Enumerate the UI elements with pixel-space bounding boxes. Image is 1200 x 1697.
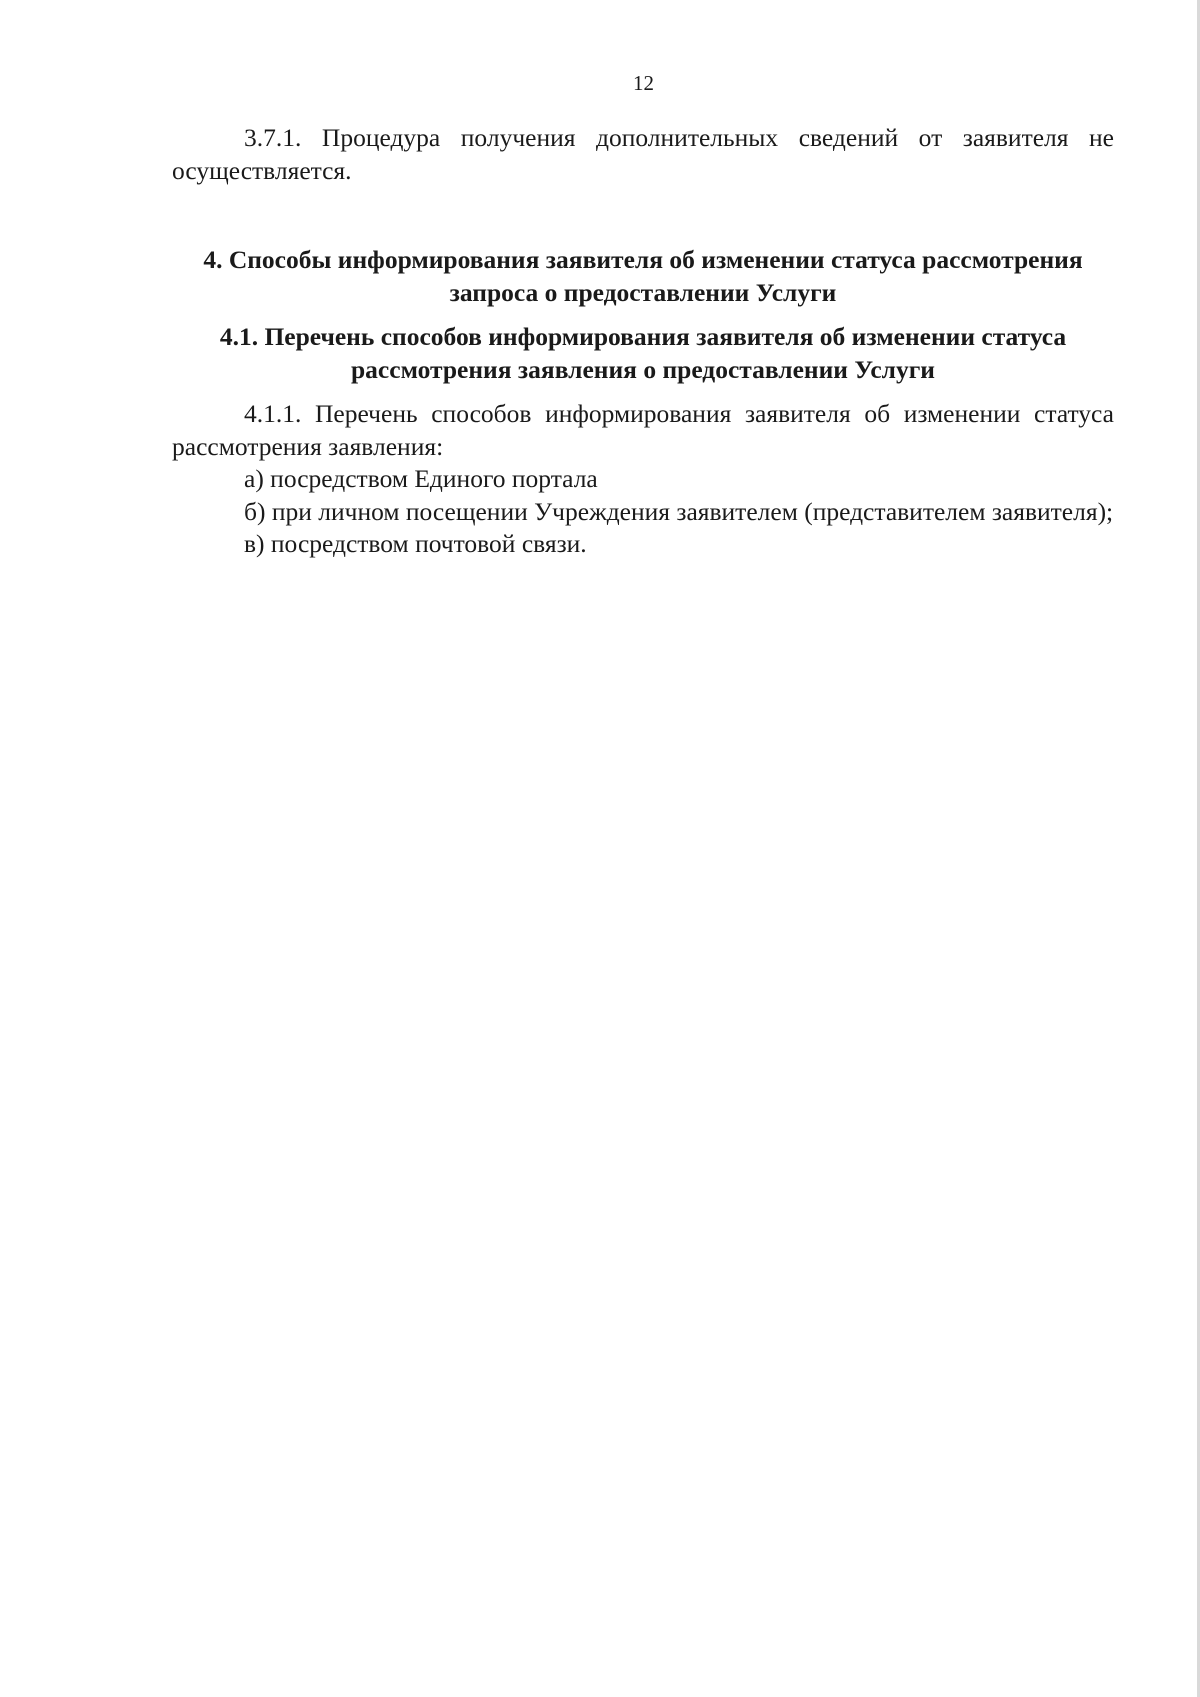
list-item-b: б) при личном посещении Учреждения заявителем (представителем заявителя);: [244, 496, 1114, 526]
list-item-a: а) посредством Единого портала: [244, 464, 598, 493]
document-body: [172, 122, 1114, 561]
subsection-4-1-heading: 4.1. Перечень способов информирования заявителя об изменении статуса рассмотрения заявления о предоставлении Услуги: [219, 322, 1067, 384]
section-4-heading: 4. Способы информирования заявителя об изменении статуса рассмотрения запроса о предоставлении Услуги: [203, 245, 1083, 307]
page-number: 12: [633, 71, 654, 95]
paragraph-4-1-1: 4.1.1. Перечень способов информирования заявителя об изменении статуса рассмотрения заявления:: [172, 399, 1114, 461]
list-item-c: в) посредством почтовой связи.: [244, 529, 587, 558]
paragraph-3-7-1: 3.7.1. Процедура получения дополнительных сведений от заявителя не осуществляется.: [172, 123, 1114, 185]
